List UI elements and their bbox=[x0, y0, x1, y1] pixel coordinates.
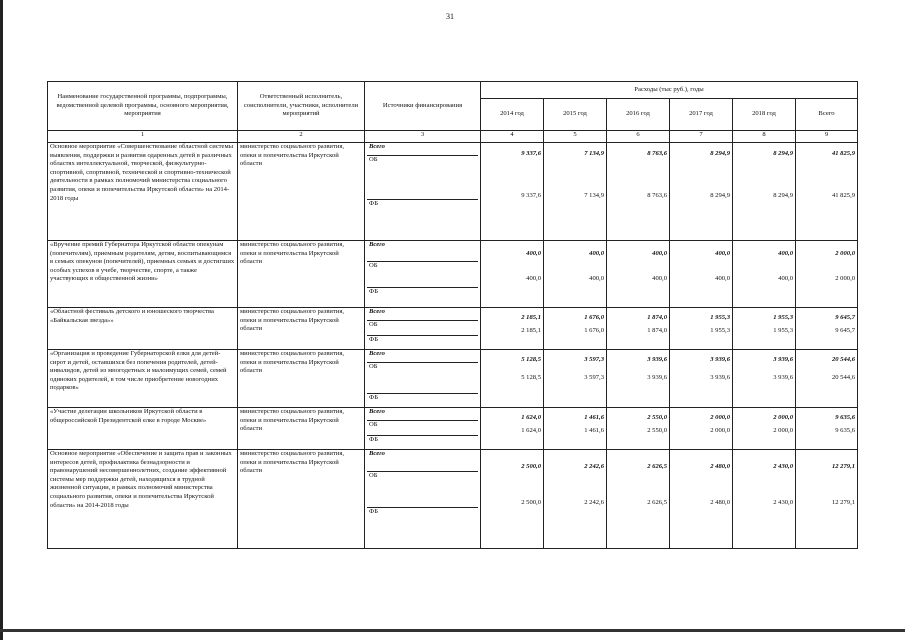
ob-value: 1 955,3 bbox=[710, 327, 730, 334]
source-ob-label: ОБ bbox=[369, 421, 378, 428]
activity-name: Основное мероприятие «Совершенствование областной системы выявления, поддержки и развития одаренных детей в различных областях интеллектуальной, творческой, физкультурно-спортивной, спортивной, технической и спортивно-технической деятельности в рамках полномочий министерства социального развития, опеки и попечительства Иркутской области» на 2014-2018 годы bbox=[48, 143, 238, 241]
source-total-label: Всего bbox=[369, 143, 385, 150]
year-expense-cell bbox=[670, 450, 733, 549]
column-number: 9 bbox=[796, 131, 858, 143]
year-expense-cell bbox=[544, 408, 607, 450]
source-fb-label: ФБ bbox=[369, 200, 378, 207]
total-value: 400,0 bbox=[526, 250, 541, 257]
total-value: 1 461,6 bbox=[584, 414, 604, 421]
column-number: 8 bbox=[733, 131, 796, 143]
budget-table bbox=[47, 81, 858, 549]
total-value: 2 000,0 bbox=[710, 414, 730, 421]
total-expense-cell bbox=[796, 241, 858, 308]
ob-value: 1 461,6 bbox=[584, 427, 604, 434]
page-number: 31 bbox=[446, 12, 454, 21]
total-value: 1 874,0 bbox=[647, 314, 667, 321]
header-year: 2018 год bbox=[733, 99, 796, 131]
total-value: 3 939,6 bbox=[710, 356, 730, 363]
year-expense-cell bbox=[670, 308, 733, 350]
total-value: 2 000,0 bbox=[773, 414, 793, 421]
ob-value: 2 000,0 bbox=[773, 427, 793, 434]
year-expense-cell bbox=[733, 408, 796, 450]
ob-value: 400,0 bbox=[715, 275, 730, 282]
ob-value: 2 430,0 bbox=[773, 499, 793, 506]
total-value: 41 825,9 bbox=[831, 150, 856, 157]
ob-value: 400,0 bbox=[589, 275, 604, 282]
source-total-label: Всего bbox=[369, 408, 385, 415]
header-year: 2015 год bbox=[544, 99, 607, 131]
total-value: 20 544,6 bbox=[831, 356, 856, 363]
source-fb-label: ФБ bbox=[369, 436, 378, 443]
ob-value: 2 626,5 bbox=[647, 499, 667, 506]
total-value: 1 624,0 bbox=[521, 414, 541, 421]
activity-executor: министерство социального развития, опеки и попечительства Иркутской области bbox=[238, 450, 365, 549]
total-value: 2 242,6 bbox=[584, 463, 604, 470]
header-year: 2017 год bbox=[670, 99, 733, 131]
activity-name: «Вручение премий Губернатора Иркутской области опекунам (попечителям), приемным родителям, детям, воспитывающимся в семьях опекунов (попечителей), приемных семьях и достигших особых успехов в учебе, творчестве, спорте, а также участвующих в общественной жизни» bbox=[48, 241, 238, 308]
activity-executor: министерство социального развития, опеки и попечительства Иркутской области bbox=[238, 241, 365, 308]
table-row bbox=[48, 143, 858, 241]
year-expense-cell bbox=[733, 143, 796, 241]
source-total-label: Всего bbox=[369, 308, 385, 315]
total-value: 12 279,1 bbox=[831, 463, 856, 470]
ob-value: 9 635,6 bbox=[835, 427, 856, 434]
column-number: 2 bbox=[238, 131, 365, 143]
funding-source-cell bbox=[365, 143, 481, 241]
ob-value: 7 134,9 bbox=[584, 192, 604, 199]
ob-value: 8 763,6 bbox=[647, 192, 667, 199]
year-expense-cell bbox=[607, 408, 670, 450]
total-value: 2 550,0 bbox=[647, 414, 667, 421]
total-value: 400,0 bbox=[652, 250, 667, 257]
total-value: 8 294,9 bbox=[773, 150, 793, 157]
year-expense-cell bbox=[607, 241, 670, 308]
year-expense-cell bbox=[544, 308, 607, 350]
total-expense-cell bbox=[796, 450, 858, 549]
year-expense-cell bbox=[733, 350, 796, 408]
scan-edge-left bbox=[0, 0, 3, 640]
table-row bbox=[48, 350, 858, 408]
year-expense-cell bbox=[607, 143, 670, 241]
ob-value: 2 500,0 bbox=[521, 499, 541, 506]
source-ob-label: ОБ bbox=[369, 472, 378, 479]
header-funding-source: Источники финансирования bbox=[365, 82, 481, 131]
year-expense-cell bbox=[733, 450, 796, 549]
ob-value: 20 544,6 bbox=[831, 374, 856, 381]
year-expense-cell bbox=[670, 350, 733, 408]
ob-value: 3 597,3 bbox=[584, 374, 604, 381]
year-expense-cell bbox=[481, 143, 544, 241]
activity-executor: министерство социального развития, опеки и попечительства Иркутской области bbox=[238, 308, 365, 350]
ob-value: 3 939,6 bbox=[773, 374, 793, 381]
total-value: 400,0 bbox=[589, 250, 604, 257]
total-expense-cell bbox=[796, 350, 858, 408]
total-value: 1 955,3 bbox=[710, 314, 730, 321]
year-expense-cell bbox=[607, 450, 670, 549]
header-year: 2014 год bbox=[481, 99, 544, 131]
source-fb-label: ФБ bbox=[369, 288, 378, 295]
source-ob-label: ОБ bbox=[369, 363, 378, 370]
funding-source-cell bbox=[365, 408, 481, 450]
column-number: 3 bbox=[365, 131, 481, 143]
header-program-name: Наименование государственной программы, подпрограммы, ведомственной целевой программы, основного мероприятия, мероприятия bbox=[48, 82, 238, 131]
activity-executor: министерство социального развития, опеки и попечительства Иркутской области bbox=[238, 408, 365, 450]
total-value: 2 500,0 bbox=[521, 463, 541, 470]
table-row bbox=[48, 308, 858, 350]
funding-source-cell bbox=[365, 308, 481, 350]
source-fb-label: ФБ bbox=[369, 336, 378, 343]
total-value: 3 939,6 bbox=[773, 356, 793, 363]
year-expense-cell bbox=[481, 350, 544, 408]
year-expense-cell bbox=[481, 308, 544, 350]
year-expense-cell bbox=[733, 308, 796, 350]
ob-value: 1 955,3 bbox=[773, 327, 793, 334]
source-total-label: Всего bbox=[369, 350, 385, 357]
total-value: 2 000,0 bbox=[835, 250, 856, 257]
ob-value: 8 294,9 bbox=[710, 192, 730, 199]
table-row bbox=[48, 241, 858, 308]
year-expense-cell bbox=[544, 143, 607, 241]
source-total-label: Всего bbox=[369, 450, 385, 457]
funding-source-cell bbox=[365, 450, 481, 549]
total-value: 400,0 bbox=[715, 250, 730, 257]
column-number: 4 bbox=[481, 131, 544, 143]
total-value: 9 645,7 bbox=[835, 314, 856, 321]
source-fb-label: ФБ bbox=[369, 508, 378, 515]
ob-value: 41 825,9 bbox=[831, 192, 856, 199]
year-expense-cell bbox=[481, 408, 544, 450]
source-total-label: Всего bbox=[369, 241, 385, 248]
column-number: 1 bbox=[48, 131, 238, 143]
ob-value: 9 337,6 bbox=[521, 192, 541, 199]
total-value: 5 128,5 bbox=[521, 356, 541, 363]
year-expense-cell bbox=[733, 241, 796, 308]
total-expense-cell bbox=[796, 408, 858, 450]
total-value: 3 939,6 bbox=[647, 356, 667, 363]
year-expense-cell bbox=[544, 241, 607, 308]
column-number: 5 bbox=[544, 131, 607, 143]
year-expense-cell bbox=[670, 241, 733, 308]
year-expense-cell bbox=[481, 241, 544, 308]
ob-value: 2 185,1 bbox=[521, 327, 541, 334]
year-expense-cell bbox=[607, 350, 670, 408]
ob-value: 2 480,0 bbox=[710, 499, 730, 506]
activity-name: «Участие делегации школьников Иркутской области в общероссийской Президентской елке в городе Москве» bbox=[48, 408, 238, 450]
ob-value: 400,0 bbox=[652, 275, 667, 282]
activity-name: «Организация и проведение Губернаторской елки для детей-сирот и детей, оставшихся без попечения родителей, детей-инвалидов, детей из многодетных и малоимущих семей, семей одиноких родителей, в том числе приобретение новогодних подарков» bbox=[48, 350, 238, 408]
funding-source-cell bbox=[365, 350, 481, 408]
total-value: 1 676,0 bbox=[584, 314, 604, 321]
ob-value: 400,0 bbox=[526, 275, 541, 282]
total-value: 2 626,5 bbox=[647, 463, 667, 470]
total-value: 9 635,6 bbox=[835, 414, 856, 421]
total-value: 8 763,6 bbox=[647, 150, 667, 157]
total-value: 3 597,3 bbox=[584, 356, 604, 363]
year-expense-cell bbox=[607, 308, 670, 350]
header-year: 2016 год bbox=[607, 99, 670, 131]
source-ob-label: ОБ bbox=[369, 321, 378, 328]
table-row bbox=[48, 408, 858, 450]
column-number-row bbox=[48, 131, 858, 143]
header-expenses: Расходы (тыс руб.), годы bbox=[481, 82, 858, 99]
ob-value: 2 000,0 bbox=[835, 275, 856, 282]
year-expense-cell bbox=[670, 143, 733, 241]
total-value: 2 185,1 bbox=[521, 314, 541, 321]
ob-value: 3 939,6 bbox=[710, 374, 730, 381]
ob-value: 2 550,0 bbox=[647, 427, 667, 434]
activity-name: Основное мероприятие «Обеспечение и защита прав и законных интересов детей, профилактика безнадзорности и правонарушений несовершеннолетних, создание эффективной системы мер поддержки детей, находящихся в трудной жизненной ситуации, в рамках полномочий министерства социального развития, опеки и попечительства Иркутской области» на 2014-2018 годы bbox=[48, 450, 238, 549]
total-value: 400,0 bbox=[778, 250, 793, 257]
ob-value: 1 624,0 bbox=[521, 427, 541, 434]
ob-value: 1 676,0 bbox=[584, 327, 604, 334]
ob-value: 12 279,1 bbox=[831, 499, 856, 506]
column-number: 6 bbox=[607, 131, 670, 143]
ob-value: 1 874,0 bbox=[647, 327, 667, 334]
total-value: 9 337,6 bbox=[521, 150, 541, 157]
column-number: 7 bbox=[670, 131, 733, 143]
year-expense-cell bbox=[544, 350, 607, 408]
total-value: 1 955,3 bbox=[773, 314, 793, 321]
total-value: 7 134,9 bbox=[584, 150, 604, 157]
source-ob-label: ОБ bbox=[369, 156, 378, 163]
total-value: 8 294,9 bbox=[710, 150, 730, 157]
ob-value: 3 939,6 bbox=[647, 374, 667, 381]
year-expense-cell bbox=[670, 408, 733, 450]
total-expense-cell bbox=[796, 308, 858, 350]
ob-value: 8 294,9 bbox=[773, 192, 793, 199]
source-ob-label: ОБ bbox=[369, 262, 378, 269]
activity-executor: министерство социального развития, опеки и попечительства Иркутской области bbox=[238, 350, 365, 408]
funding-source-cell bbox=[365, 241, 481, 308]
year-expense-cell bbox=[544, 450, 607, 549]
ob-value: 2 242,6 bbox=[584, 499, 604, 506]
year-expense-cell bbox=[481, 450, 544, 549]
ob-value: 2 000,0 bbox=[710, 427, 730, 434]
total-value: 2 430,0 bbox=[773, 463, 793, 470]
total-expense-cell bbox=[796, 143, 858, 241]
header-executor: Ответственный исполнитель, соисполнители, участники, исполнители мероприятий bbox=[238, 82, 365, 131]
header-total: Всего bbox=[796, 99, 858, 131]
activity-executor: министерство социального развития, опеки и попечительства Иркутской области bbox=[238, 143, 365, 241]
table-row bbox=[48, 450, 858, 549]
ob-value: 5 128,5 bbox=[521, 374, 541, 381]
activity-name: «Областной фестиваль детского и юношеского творчества «Байкальская звезда»» bbox=[48, 308, 238, 350]
source-fb-label: ФБ bbox=[369, 394, 378, 401]
total-value: 2 480,0 bbox=[710, 463, 730, 470]
scan-edge-bottom bbox=[0, 629, 905, 632]
ob-value: 400,0 bbox=[778, 275, 793, 282]
ob-value: 9 645,7 bbox=[835, 327, 856, 334]
